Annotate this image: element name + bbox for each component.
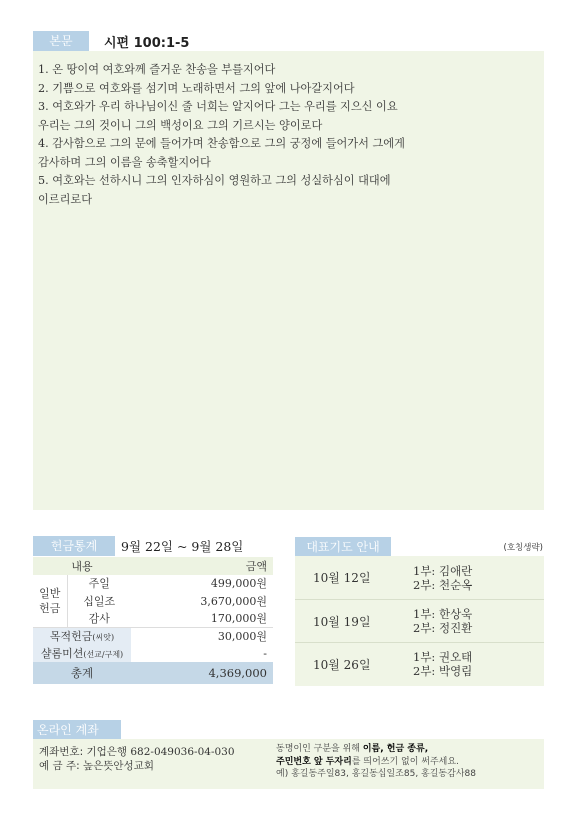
purpose-offering-label: 목적헌금(씨앗): [33, 627, 131, 645]
purpose-offering-amount: 30,000원: [131, 627, 273, 645]
verse-3: 3. 여호와가 우리 하나님이신 줄 너희는 알지어다 그는 우리를 지으신 이요 우리는 그의 것이니 그의 백성이요 그의 기르시는 양이로다: [38, 100, 398, 132]
offering-table: [33, 557, 273, 684]
offering-table-header: [33, 557, 273, 575]
online-account-box: [33, 739, 544, 789]
prayer-names: [413, 607, 472, 635]
table-row: [33, 575, 273, 593]
second-service-leader: 2부: 천순옥: [413, 577, 473, 592]
account-line: [39, 745, 235, 759]
general-offering-label: 일반 헌금: [33, 575, 67, 628]
first-service-leader: 1부: 권오태: [413, 650, 473, 664]
note-text: 동명이인 구분을 위해: [276, 744, 363, 754]
scripture-text-box: [33, 51, 544, 510]
table-row: [33, 592, 273, 610]
second-service-leader: 2부: 박영림: [413, 664, 473, 678]
verse-1: 1. 온 땅이여 여호와께 즐거운 찬송을 부를지어다: [38, 63, 276, 76]
table-row: [33, 627, 273, 645]
offering-header: [33, 536, 243, 556]
total-label: 총계: [33, 662, 131, 684]
offering-date-range: 9월 22일 ~ 9월 28일: [121, 539, 244, 554]
prayer-header: [295, 536, 545, 556]
note-emphasis: 이름, 헌금 종류,: [362, 744, 429, 754]
offering-item-name: 감사: [88, 612, 110, 625]
account-holder: 예 금 주: 높은뜻안성교회: [39, 760, 154, 772]
col-content: 내용: [33, 557, 131, 575]
prayer-date: 10월 12일: [313, 571, 371, 585]
account-number: 682-049036-04-030: [130, 746, 235, 758]
offering-item-amount: 499,000원: [210, 577, 267, 591]
deposit-note: [276, 743, 476, 781]
online-account-tag: 온라인 계좌: [33, 720, 121, 740]
scripture-tag: 본문: [33, 31, 89, 51]
verse-2: 2. 기쁨으로 여호와를 섬기며 노래하면서 그의 앞에 나아갈지어다: [38, 81, 355, 95]
second-service-leader: 2부: 정진환: [413, 621, 473, 635]
list-item: [295, 556, 544, 599]
list-item: [295, 599, 544, 642]
verse-5: 5. 여호와는 선하시니 그의 인자하심이 영원하고 그의 성실하심이 대대에 이르리로다: [38, 174, 391, 206]
prayer-schedule: [295, 556, 544, 686]
account-info: [39, 745, 235, 773]
total-amount: 4,369,000: [131, 662, 273, 684]
prayer-date: 10월 19일: [313, 614, 371, 629]
total-row: [33, 662, 273, 684]
offering-item-amount: 170,000원: [210, 612, 267, 625]
offering-item-name: 십일조: [83, 594, 116, 608]
first-service-leader: 1부: 김애란: [413, 563, 473, 578]
prayer-names: [413, 650, 472, 678]
offering-item-name: 주일: [88, 577, 110, 591]
note-text: 를 띄어쓰기 없이 써주세요.: [351, 756, 459, 767]
offering-tag: 헌금통계: [33, 536, 115, 556]
prayer-date: 10월 26일: [313, 657, 371, 672]
col-amount: 금액: [131, 557, 273, 575]
verse-4: 4. 감사함으로 그의 문에 들어가며 찬송함으로 그의 궁정에 들어가서 그에게 감사하며 그의 이름을 송축할지어다: [38, 137, 405, 169]
prayer-names: [413, 564, 472, 592]
scripture-header: [33, 31, 189, 51]
table-row: [33, 610, 273, 628]
shalom-mission-amount: -: [263, 646, 267, 660]
list-item: [295, 642, 544, 685]
prayer-tag: 대표기도 안내: [295, 537, 391, 557]
shalom-mission-label: 샬롬미션(선교/구제): [33, 645, 131, 663]
account-label: 계좌번호: 기업은행: [39, 746, 131, 758]
online-account-header: [33, 719, 121, 739]
first-service-leader: 1부: 한상욱: [413, 607, 473, 621]
offering-item-amount: 3,670,000원: [200, 594, 267, 608]
scripture-reference: 시편 100:1-5: [104, 35, 190, 51]
prayer-note: (호칭생략): [503, 543, 543, 553]
note-example: 예) 홍길동주일83, 홍길동십일조85, 홍길동감사88: [276, 769, 476, 779]
note-emphasis: 주민번호 앞 두자리: [276, 756, 352, 767]
table-row: [33, 645, 273, 663]
